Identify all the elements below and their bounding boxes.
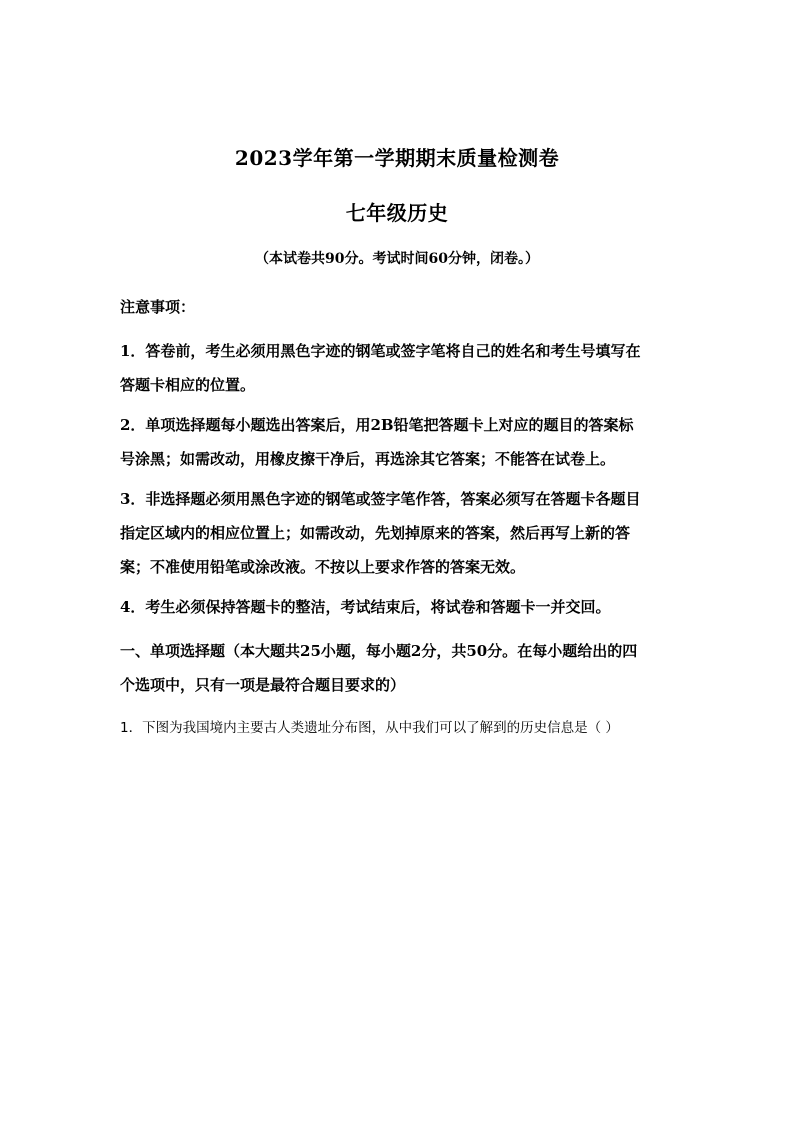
exam-info: （本试卷共90分。考试时间60分钟，闭卷。） <box>255 251 539 267</box>
notes-heading <box>120 290 676 324</box>
exam-title: 2023学年第一学期期末质量检测卷 <box>234 146 560 170</box>
note-2-line-1: 2．单项选择题每小题选出答案后，用2B铅笔把答题卡上对应的题目的答案标 <box>120 416 634 434</box>
note-3-line-2: 指定区域内的相应位置上；如需改动，先划掉原来的答案，然后再写上新的答 <box>120 524 631 542</box>
notes-heading-text: 注意事项： <box>120 298 196 316</box>
section-1-line-2: 个选项中，只有一项是最符合题目要求的） <box>120 676 406 694</box>
note-2-line-2: 号涂黑；如需改动，用橡皮擦干净后，再选涂其它答案；不能答在试卷上。 <box>120 450 616 468</box>
note-item-2 <box>120 408 676 476</box>
note-3-line-3: 案；不准使用铅笔或涂改液。不按以上要求作答的答案无效。 <box>120 558 526 576</box>
question-1: 1．下图为我国境内主要古人类遗址分布图，从中我们可以了解到的历史信息是（ ） <box>120 720 619 736</box>
note-4-line-1: 4．考生必须保持答题卡的整洁，考试结束后，将试卷和答题卡一并交回。 <box>120 598 611 616</box>
question-1-figure-area <box>120 748 676 1048</box>
note-1-line-2: 答题卡相应的位置。 <box>120 376 256 394</box>
exam-subject-title: 七年级历史 <box>345 201 449 225</box>
note-1-line-1: 1．答卷前，考生必须用黑色字迹的钢笔或签字笔将自己的姓名和考生号填写在 <box>120 342 641 360</box>
note-item-1 <box>120 334 676 402</box>
section-1-line-1: 一、单项选择题（本大题共25小题，每小题2分，共50分。在每小题给出的四 <box>120 642 638 660</box>
section-heading-single-choice <box>120 634 676 702</box>
note-item-4 <box>120 590 676 624</box>
note-item-3 <box>120 482 676 584</box>
note-3-line-1: 3．非选择题必须用黑色字迹的钢笔或签字笔作答，答案必须写在答题卡各题目 <box>120 490 641 508</box>
